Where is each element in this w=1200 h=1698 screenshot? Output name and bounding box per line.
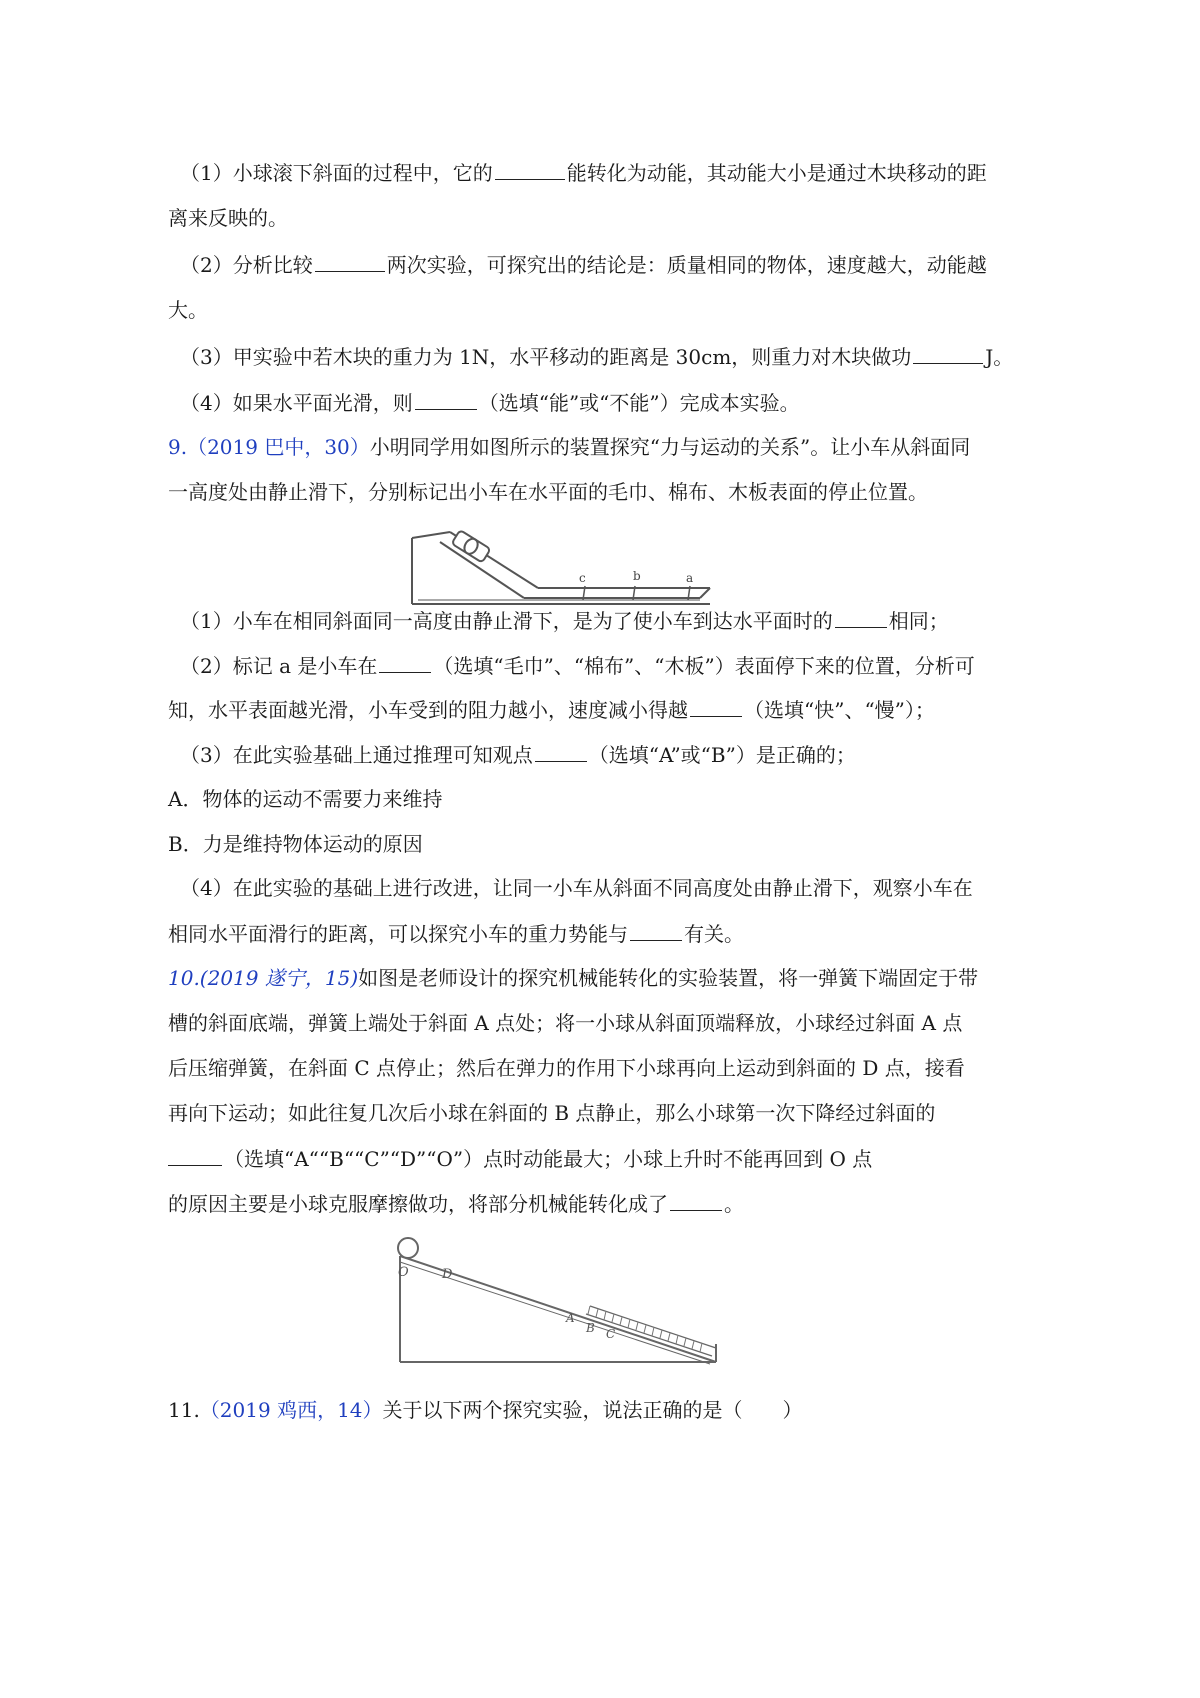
text: （3）甲实验中若木块的重力为 1N，水平移动的距离是 30cm，则重力对木块做功 <box>180 345 912 369</box>
q8-part4 <box>180 387 800 418</box>
q8-part1-line1 <box>180 157 987 188</box>
text: （1）小车在相同斜面同一高度由静止滑下，是为了使小车到达水平面时的 <box>180 609 833 633</box>
text: （选填“A”或“B”）是正确的； <box>588 743 856 767</box>
answer-blank <box>913 341 983 364</box>
text: （选填“快”、“慢”）； <box>744 698 935 722</box>
point-c-label: C <box>606 1327 616 1341</box>
point-o-label: O <box>398 1265 409 1280</box>
text: 有关。 <box>684 922 744 946</box>
coil <box>644 1325 646 1333</box>
text: 关于以下两个探究实验，说法正确的是（ ） <box>382 1398 803 1422</box>
cart-body <box>452 530 491 563</box>
ball <box>398 1238 418 1258</box>
point-b-label: B <box>586 1321 595 1335</box>
coil <box>692 1341 694 1349</box>
q9-stem-line1 <box>168 432 970 462</box>
q9-option-b: B．力是维持物体运动的原因 <box>168 832 423 856</box>
surface-end-edge <box>700 588 710 598</box>
text: （选填“能”或“不能”）完成本实验。 <box>478 391 800 415</box>
text: 能转化为动能，其动能大小是通过木块移动的距 <box>566 161 987 185</box>
coil <box>676 1335 678 1344</box>
text: （选填“A““B““C”“D”“O”）点时动能最大；小球上升时不能再回到 O 点 <box>224 1147 873 1171</box>
answer-blank <box>670 1188 722 1211</box>
text: （2）分析比较 <box>180 253 313 277</box>
q8-part1-line2: 离来反映的。 <box>168 206 288 230</box>
figure-top-edge <box>412 532 450 538</box>
answer-blank <box>690 694 742 717</box>
text: 的原因主要是小球克服摩擦做功，将部分机械能转化成了 <box>168 1192 668 1216</box>
text: （1）小球滚下斜面的过程中，它的 <box>180 161 493 185</box>
spring-bottom-line <box>586 1314 712 1356</box>
q8-part2-line2: 大。 <box>168 298 208 322</box>
q9-part4-line2 <box>168 918 744 949</box>
text: （2）标记 a 是小车在 <box>180 654 378 678</box>
text: 相同水平面滑行的距离，可以探究小车的重力势能与 <box>168 922 628 946</box>
coil <box>628 1319 630 1328</box>
q10-line4: 再向下运动；如此往复几次后小球在斜面的 B 点静止，那么小球第一次下降经过斜面的 <box>168 1101 936 1125</box>
coil <box>604 1311 606 1320</box>
coil <box>636 1322 638 1330</box>
text: （选填“毛巾”、“棉布”、“木板”）表面停下来的位置，分析可 <box>433 654 975 678</box>
q10-line6 <box>168 1188 744 1219</box>
answer-blank <box>415 387 477 410</box>
coil <box>612 1314 614 1322</box>
q9-part3 <box>180 739 856 770</box>
q9-part4-line1: （4）在此实验的基础上进行改进，让同一小车从斜面不同高度处由静止滑下，观察小车在 <box>180 876 973 900</box>
q11-stem <box>168 1395 803 1425</box>
answer-blank <box>315 249 385 272</box>
cart <box>452 530 491 563</box>
coil <box>700 1343 702 1352</box>
q8-part3 <box>180 341 1013 372</box>
incline-cart-figure <box>400 520 730 610</box>
point-d-label: D <box>442 1267 453 1282</box>
q9-part1 <box>180 605 949 636</box>
q10-line2: 槽的斜面底端，弹簧上端处于斜面 A 点处；将一小球从斜面顶端释放，小球经过斜面 A 点 <box>168 1011 963 1035</box>
coil <box>620 1317 622 1325</box>
coil <box>668 1333 670 1341</box>
coil <box>588 1306 590 1314</box>
answer-blank <box>495 157 565 180</box>
answer-blank <box>379 650 431 673</box>
coil <box>652 1327 654 1336</box>
q9-part2-line2 <box>168 694 935 725</box>
text: （3）在此实验基础上通过推理可知观点 <box>180 743 533 767</box>
text: 两次实验，可探究出的结论是：质量相同的物体，速度越大，动能越 <box>386 253 987 277</box>
incline-spring-figure <box>390 1232 730 1372</box>
answer-blank <box>630 918 682 941</box>
question-number: 11. <box>168 1398 200 1422</box>
question-source: 10.(2019 遂宁，15) <box>168 966 359 990</box>
mark-a-label: a <box>686 571 694 585</box>
point-a-label: A <box>566 1311 575 1325</box>
q9-option-a: A．物体的运动不需要力来维持 <box>168 787 443 811</box>
answer-blank <box>168 1143 222 1166</box>
q10-line5 <box>168 1143 872 1174</box>
mark-c-label: c <box>579 571 586 585</box>
text: 。 <box>724 1192 744 1216</box>
question-source: （2019 鸡西，14） <box>199 1398 383 1422</box>
text: 相同； <box>888 609 949 633</box>
q8-part2-line1 <box>180 249 987 280</box>
coil <box>684 1338 686 1346</box>
answer-blank <box>835 605 887 628</box>
q9-stem-line2: 一高度处由静止滑下，分别标记出小车在水平面的毛巾、棉布、木板表面的停止位置。 <box>168 480 928 504</box>
coil <box>596 1309 598 1317</box>
text: J。 <box>985 345 1014 369</box>
question-source: 9.（2019 巴中，30） <box>168 435 370 459</box>
text: （4）如果水平面光滑，则 <box>180 391 413 415</box>
mark-b-label: b <box>633 569 641 583</box>
q10-line1 <box>168 963 978 993</box>
q10-line3: 后压缩弹簧，在斜面 C 点停止；然后在弹力的作用下小球再向上运动到斜面的 D 点，接看 <box>168 1056 965 1080</box>
text: 小明同学用如图所示的装置探究“力与运动的关系”。让小车从斜面同 <box>369 435 971 459</box>
text: 如图是老师设计的探究机械能转化的实验装置，将一弹簧下端固定于带 <box>358 966 979 990</box>
answer-blank <box>535 739 587 762</box>
q9-part2-line1 <box>180 650 975 681</box>
coil <box>660 1330 662 1338</box>
text: 知，水平表面越光滑，小车受到的阻力越小，速度减小得越 <box>168 698 688 722</box>
